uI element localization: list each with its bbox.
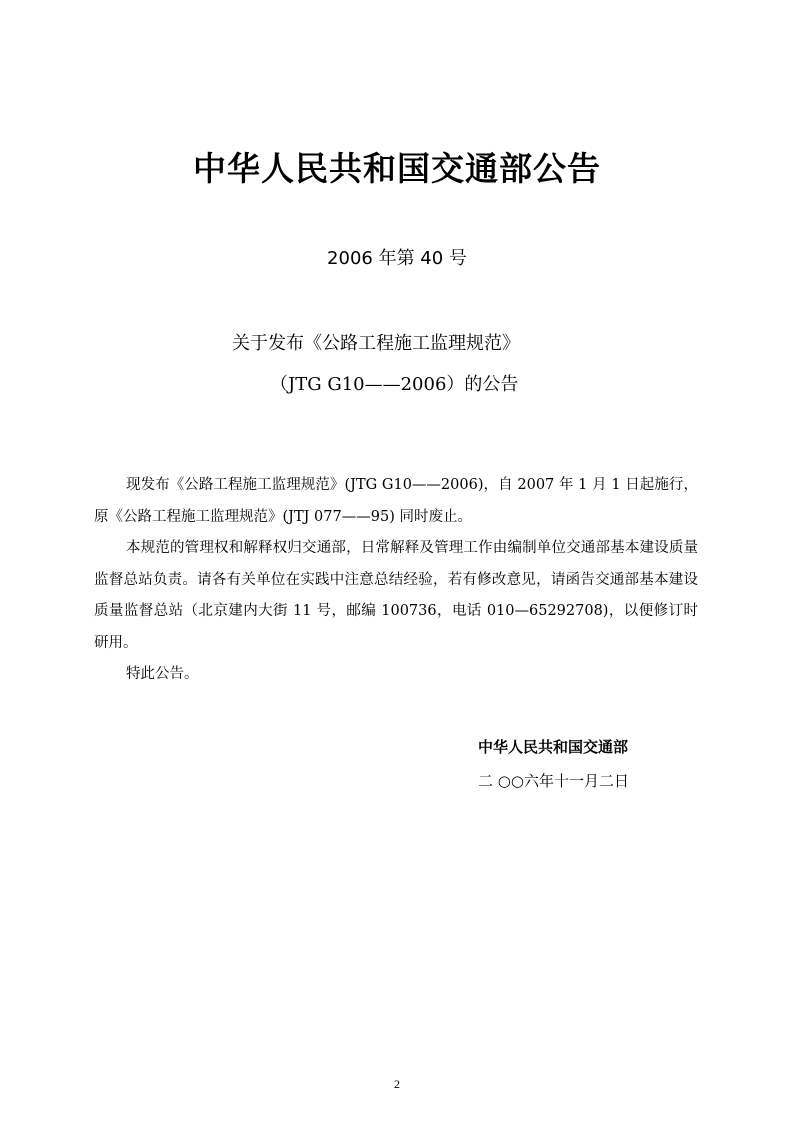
signoff-block [478,730,629,798]
announcement-subtitle-line-1: 关于发布《公路工程施工监理规范》 [232,333,520,354]
announcement-subtitle-line-2: （JTG G10——2006）的公告 [270,374,519,395]
document-title: 中华人民共和国交通部公告 [193,149,601,188]
announcement-body [94,470,698,691]
body-paragraph-management: 本规范的管理权和解释权归交通部，日常解释及管理工作由编制单位交通部基本建设质量监督总站负责。请各有关单位在实践中注意总结经验，若有修改意见，请函告交通部基本建设质量监督总站（北京建内大街 11 号，邮编 100736，电话 010—65292708)，以便修订时研用。 [94,540,698,651]
signoff-organization: 中华人民共和国交通部 [478,738,629,756]
body-paragraph-closing: 特此公告。 [126,666,199,682]
document-number: 2006 年第 40 号 [327,248,467,269]
signoff-date: 二 ○○六年十一月二日 [478,772,629,790]
page-number: 2 [394,1077,400,1091]
body-paragraph-publish: 现发布《公路工程施工监理规范》(JTG G10——2006)，自 2007 年 1 月 1 日起施行，原《公路工程施工监理规范》(JTJ 077——95) 同时废止。 [94,477,698,525]
